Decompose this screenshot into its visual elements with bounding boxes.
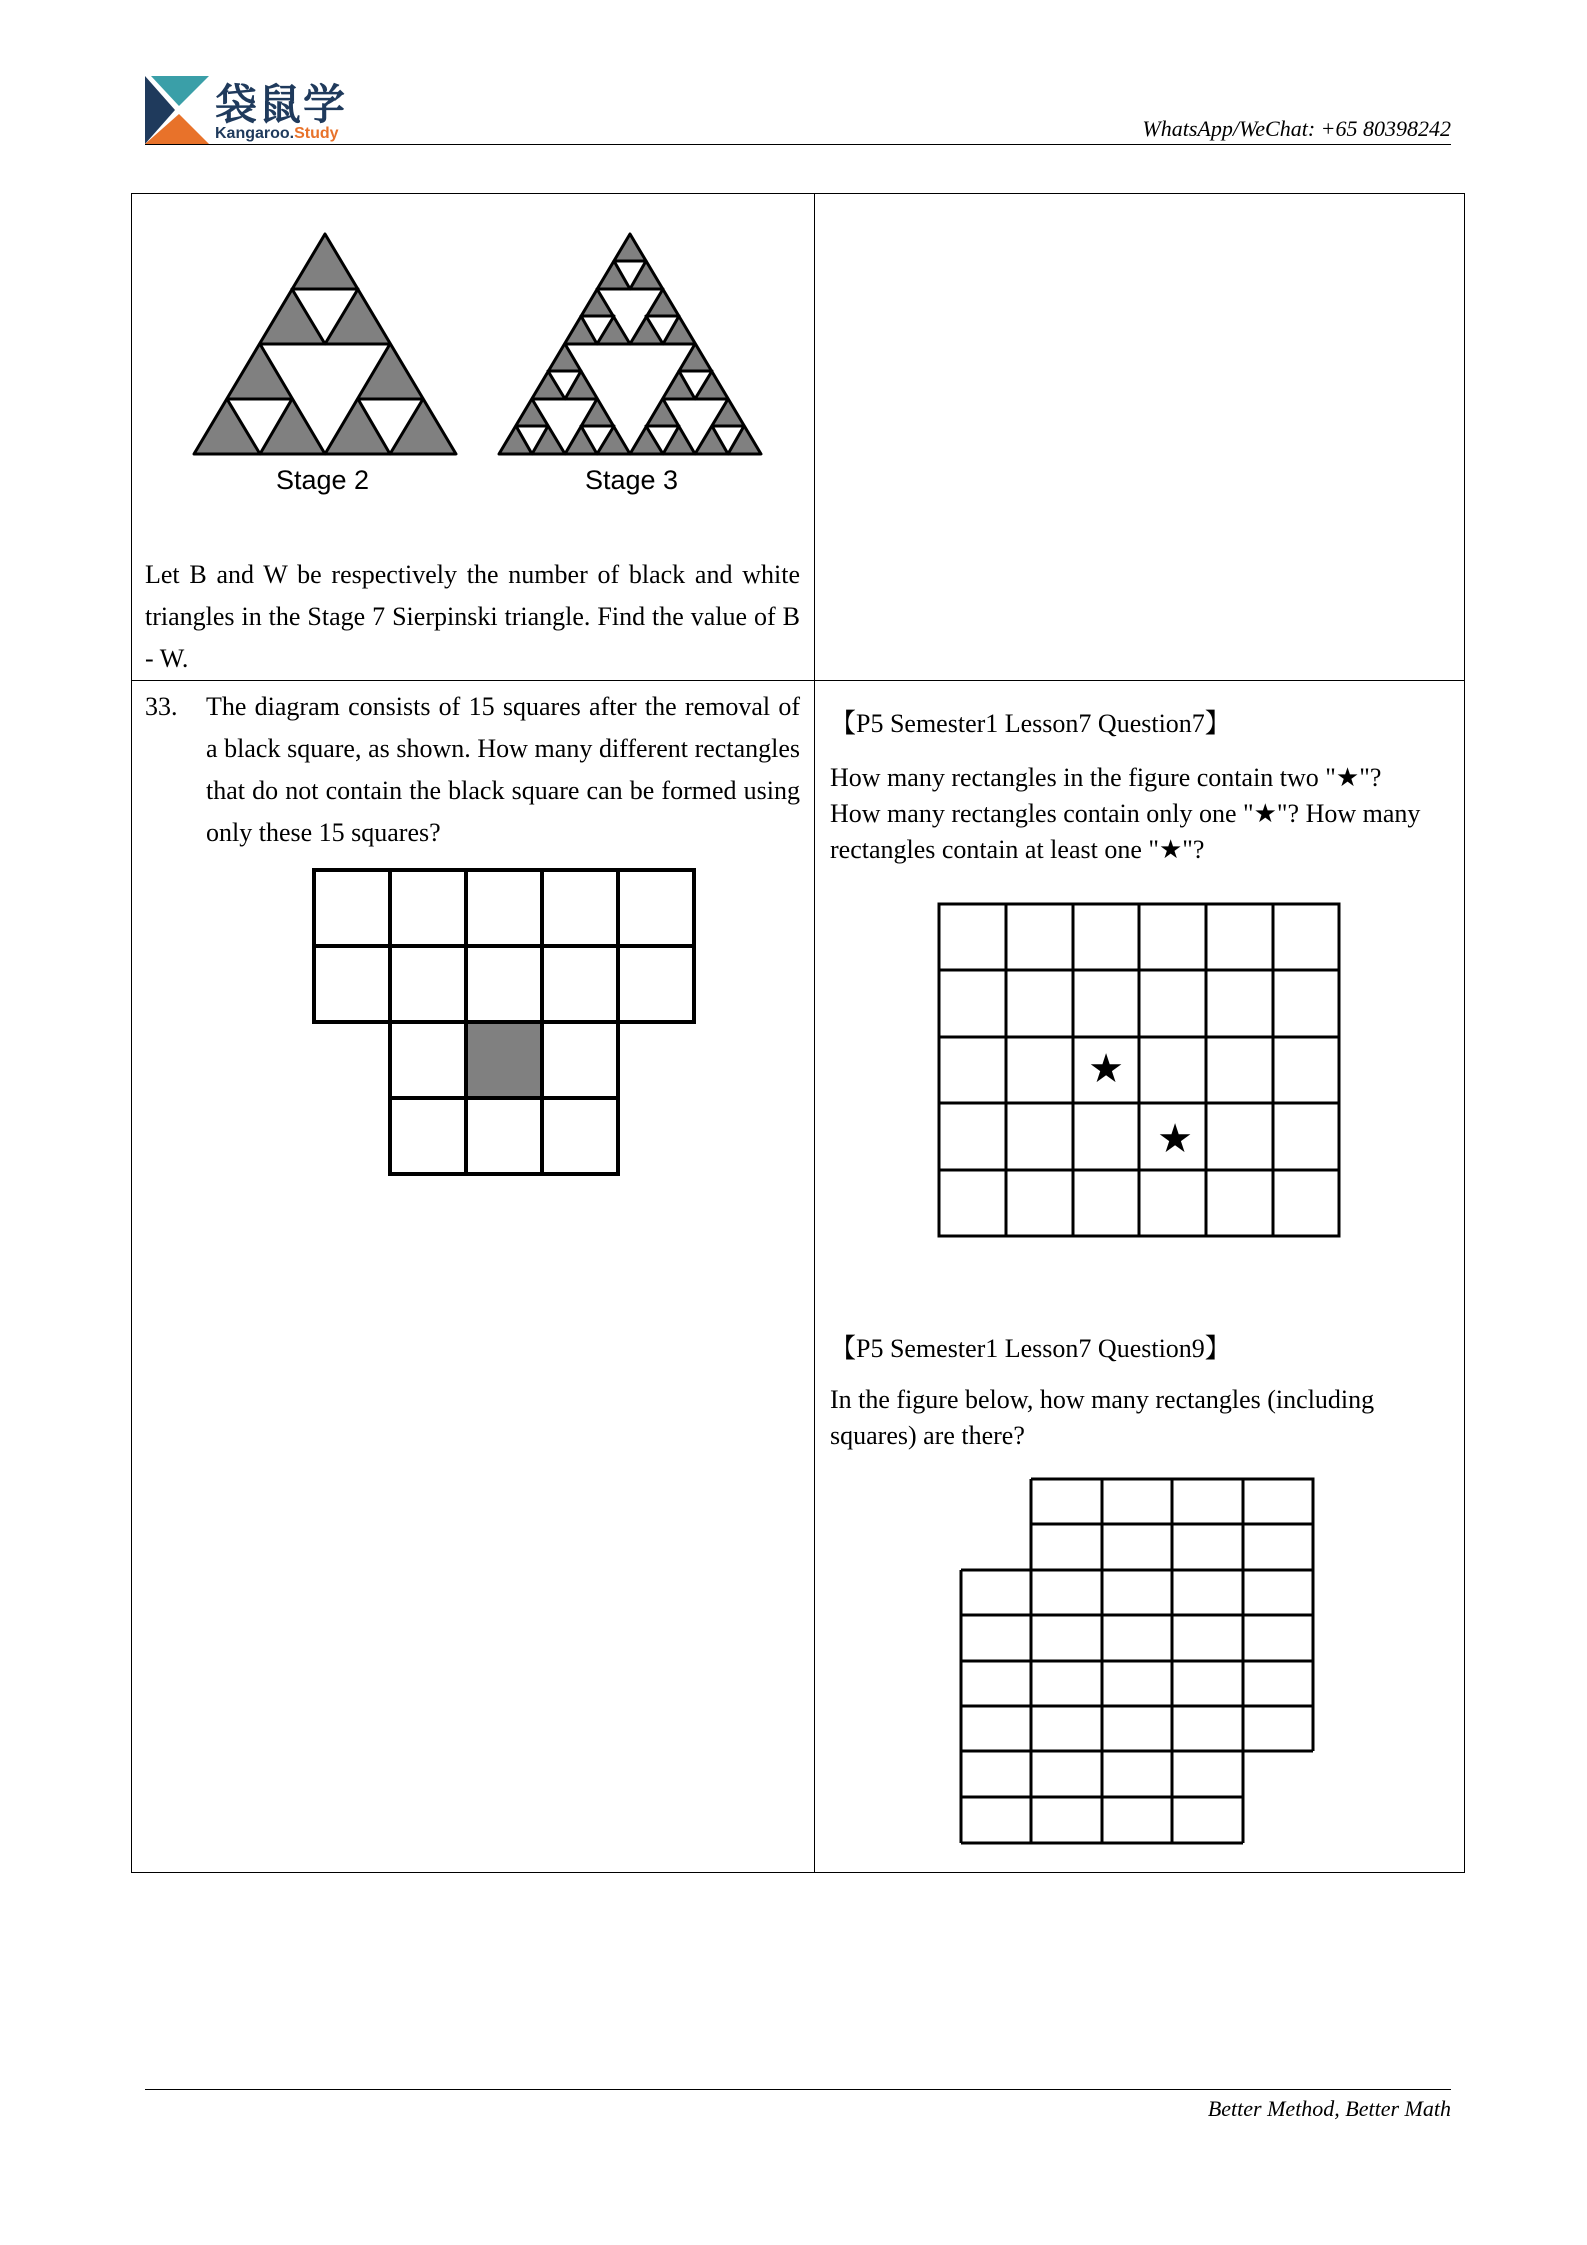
q9-title: 【P5 Semester1 Lesson7 Question9】	[830, 1334, 1231, 1363]
table-column-divider	[814, 193, 815, 1873]
q7-problem-text: How many rectangles in the figure contain two "★"? How many rectangles contain only one "★"? How many rectangles contain at least one "★"?	[830, 763, 1421, 864]
logo-english-text	[215, 125, 339, 143]
logo-chinese-text: 袋鼠学	[215, 80, 348, 129]
logo-english-a: Kangaroo.	[215, 125, 295, 142]
star-1: ★	[1088, 1046, 1124, 1092]
stage2-label: Stage 2	[276, 465, 370, 495]
sierpinski-problem-text: Let B and W be respectively the number of black and white triangles in the Stage 7 Sierpinski triangle. Find the value of B - W.	[145, 560, 800, 673]
contact-info: WhatsApp/WeChat: +65 80398242	[1142, 116, 1451, 141]
q33-grid-figure	[310, 866, 700, 1178]
logo-english-b: Study	[294, 125, 339, 142]
q7-grid-figure	[937, 902, 1343, 1240]
q9-problem-text: In the figure below, how many rectangles (including squares) are there?	[830, 1385, 1375, 1450]
table-row-divider	[131, 680, 1465, 681]
star-2: ★	[1157, 1116, 1193, 1162]
logo-mark-icon	[145, 76, 209, 144]
q7-title: 【P5 Semester1 Lesson7 Question7】	[830, 709, 1231, 738]
sierpinski-stage3	[499, 234, 761, 454]
footer-divider	[145, 2089, 1451, 2090]
footer-tagline: Better Method, Better Math	[1207, 2096, 1451, 2121]
q9-grid-figure	[959, 1477, 1319, 1845]
logo	[145, 76, 209, 144]
header-divider	[145, 144, 1451, 145]
sierpinski-stage2	[194, 234, 456, 454]
removed-black-square	[466, 1022, 542, 1098]
sierpinski-figure	[190, 230, 770, 460]
stage3-label: Stage 3	[585, 465, 679, 495]
q33-problem-text: The diagram consists of 15 squares after the removal of a black square, as shown. How many different rectangles that do not contain the black square can be formed using only these 15 squares?	[206, 692, 800, 847]
question-number: 33.	[145, 692, 178, 721]
